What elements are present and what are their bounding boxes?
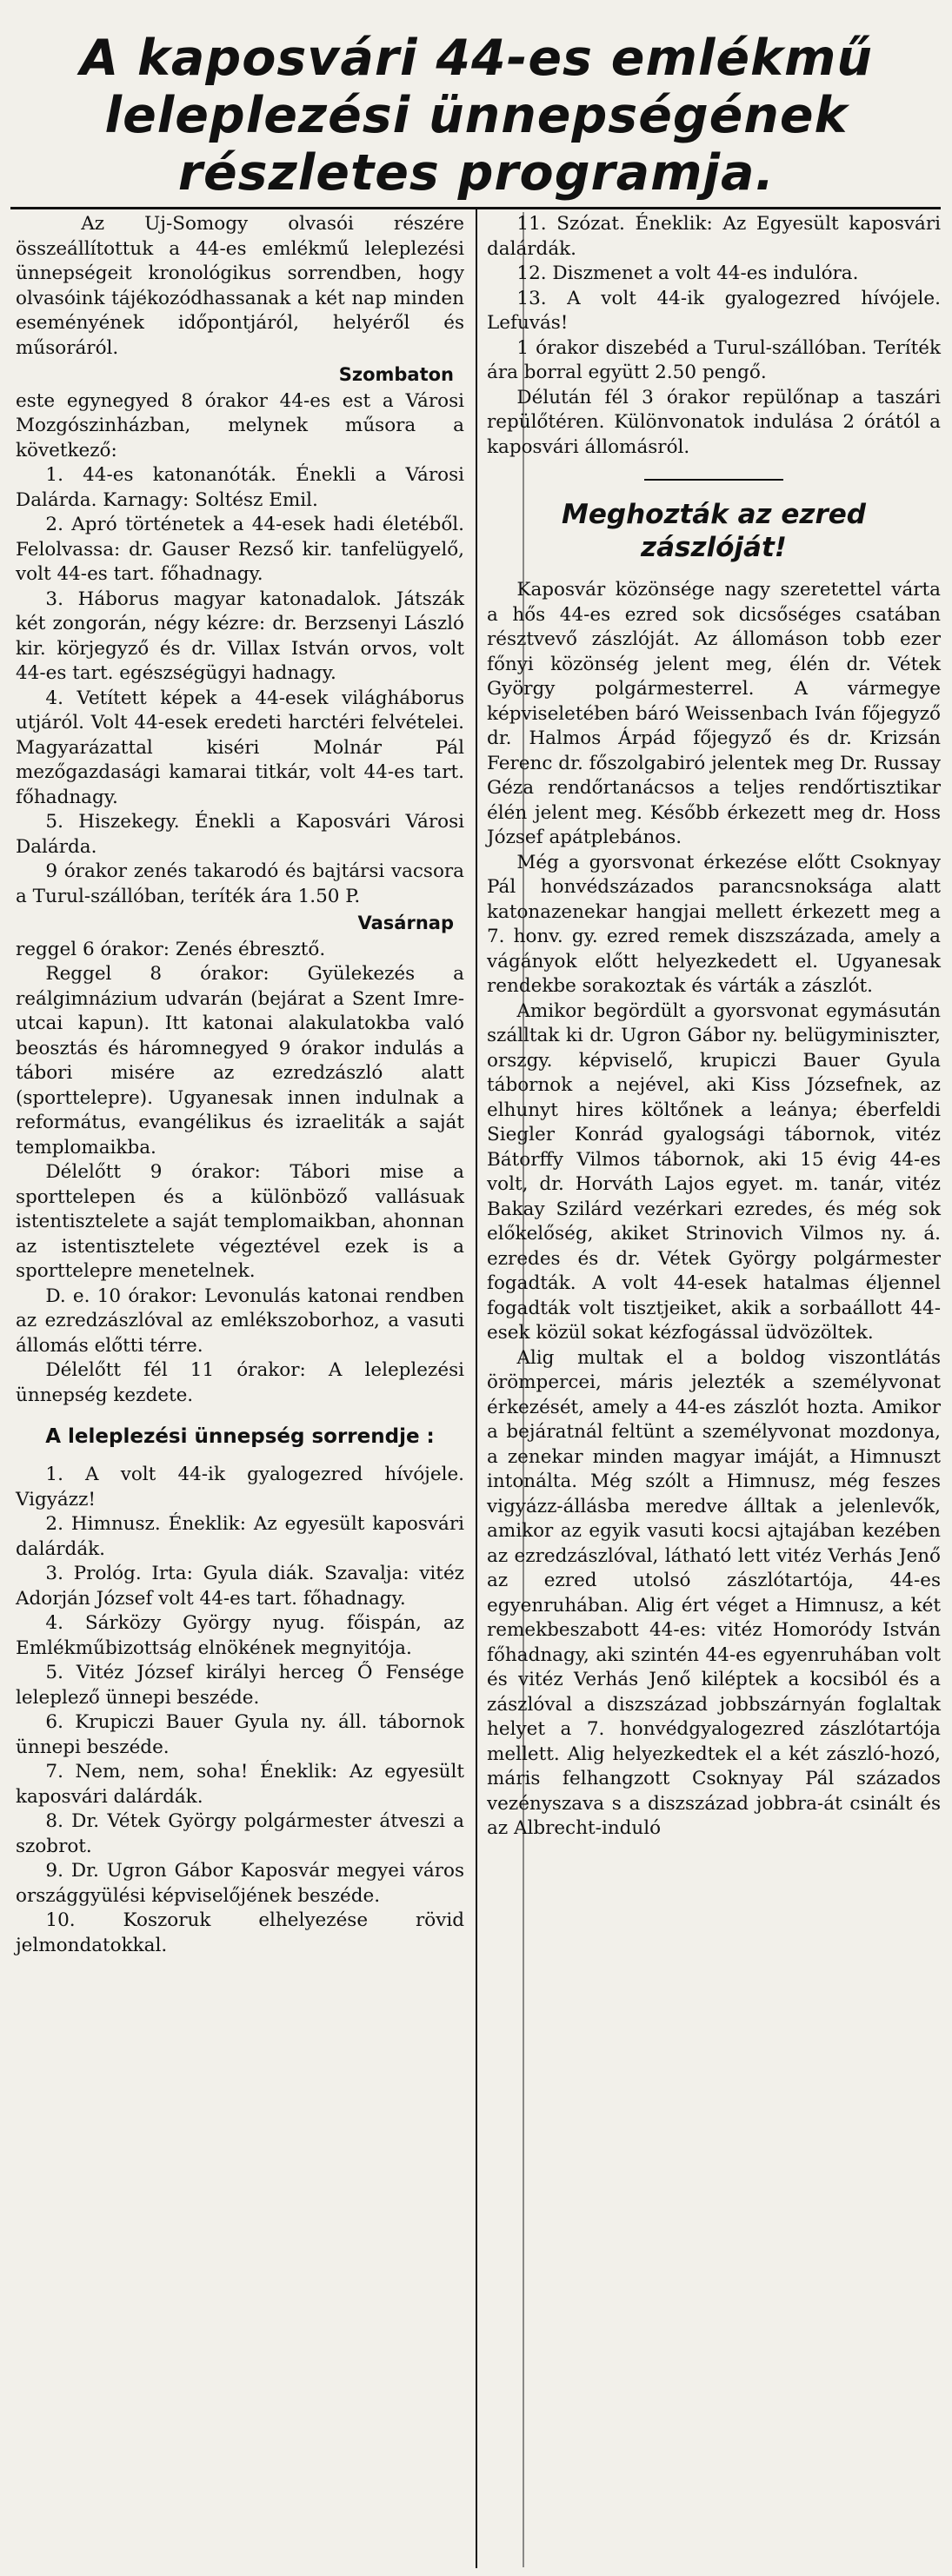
story-title: Meghozták az ezred zászlóját! [562,499,866,563]
saturday-item: 3. Háborus magyar katonadalok. Játszák két zongorán, négy kézre: dr. Berzsenyi László kir. körjegyző és dr. Villax István orvos, volt 44-es tart. egészségügyi hadnagy. [16,588,464,684]
saturday-item: 2. Apró történetek a 44-esek hadi életéből. Felolvassa: dr. Gauser Rezső kir. tanfelügyelő, volt 44-es tart. főhadnagy. [16,514,464,585]
headline: A kaposvári 44-es emlékmű leleplezési ünnepségének részletes programja. [80,30,873,202]
ceremony-item: 5. Vitéz József királyi herceg Ő Fensége leleplező ünnepi beszéde. [16,1662,464,1709]
ceremony-item: 10. Koszoruk elhelyezése rövid jelmondatokkal. [16,1909,464,1956]
right-column [487,212,941,1842]
intro-paragraph: Az Uj-Somogy olvasói részére összeállítottuk a 44-es emlékmű leleplezési ünnepségeit kronológikus sorrendben, hogy olvasóink tájékozódhassanak a két nap minden eseményének időpontjáról, helyéről és műsoráról. [16,213,464,359]
left-column [16,212,464,1958]
sunday-heading: Vasárnap [357,913,454,933]
ceremony-item: 13. A volt 44-ik gyalogezred hívójele. Lefuvás! [487,287,941,334]
section-divider [644,479,783,481]
ceremony-item: 9. Dr. Ugron Gábor Kaposvár megyei város országgyülési képviselőjének beszéde. [16,1860,464,1907]
lunch-note: 1 órakor diszebéd a Turul-szállóban. Teríték ára borral együtt 2.50 pengő. [487,336,941,383]
sunday-item: Délelőtt 9 órakor: Tábori mise a sporttelepen és a különböző vallásuak istentisztelete a saját templomaikban, ahonnan az istentisztelete végeztével ezek is a sporttelepre menetelnek. [16,1161,464,1282]
saturday-item: 4. Vetített képek a 44-esek világháborus utjáról. Volt 44-esek eredeti harctéri felvételei. Magyarázattal kiséri Molnár Pál mezőgazdasági kamarai titkár, volt 44-es tart. főhadnagy. [16,687,464,808]
ceremony-item: 4. Sárközy György nyug. főispán, az Emlékműbizottság elnökének megnyitója. [16,1612,464,1659]
sunday-item: Délelőtt fél 11 órakor: A leleplezési ünnepség kezdete. [16,1359,464,1406]
story-paragraph: Alig multak el a boldog viszontlátás örömpercei, máris jelezték a személyvonat érkezését, amely a 44-es zászlót hozta. Amikor a bejáratnál feltünt a személyvonat mozdonya, a zenekar minden magyar imáját, a Himnuszt intonálta. Még szólt a Himnusz, még feszes vigyázz-állásba meredve álltak a jelenlevők, amikor az egyik vasuti kocsi ajtajában kezében az ezredzászlóval, látható lett vitéz Verhás Jenő az ezred utolsó zászlótartója, 44-es egyenruhában. Alig ért véget a Himnusz, a két remekbeszabott 44-es: vitéz Homoródy István főhadnagy, aki szintén 44-es egyenruhában volt és vitéz Verhás Jenő kiléptek a kocsiból és a zászlóval a diszszázad jobbszárnyán foglaltak helyet a 7. honvédgyalogezred zászlótartója mellett. Alig helyezkedtek el a két zászló-hozó, máris felhangzott Csoknyay Pál százados vezényszava s a diszszázad jobbra-át csinált és az Albrecht-induló [487,1346,941,1839]
sunday-item: Reggel 8 órakor: Gyülekezés a reálgimnázium udvarán (bejárat a Szent Imre-utcai kapun). Itt katonai alakulatokba való beosztás és háromnegyed 9 órakor indulás a tábori misére az ezredzászló alatt (sporttelepre). Ugyanesak innen indulnak a református, evangélikus és izraeliták a saját templomaikba. [16,963,464,1159]
ceremony-item: 2. Himnusz. Éneklik: Az egyesült kaposvári dalárdák. [16,1513,464,1560]
story-paragraph: Még a gyorsvonat érkezése előtt Csoknyay Pál honvédszázados parancsnoksága alatt katonazenekar hangjai mellett érkezett meg a 7. honv. gy. ezred remek diszszázada, amely a vágányok előtt helyezkedett el. Ugyanesak rendekbe sorakoztak és várták a zászlót. [487,851,941,997]
ceremony-item: 11. Szózat. Éneklik: Az Egyesült kaposvári dalárdák. [487,213,941,260]
column-divider [476,209,477,2568]
sunday-item: reggel 6 órakor: Zenés ébresztő. [16,938,326,960]
story-paragraph: Amikor begördült a gyorsvonat egymásután szálltak ki dr. Ugron Gábor ny. belügyminiszter, orszgy. képviselő, krupiczi Bauer Gyula tábornok a nejével, aki Kiss Józsefnek, az elhunyt hires költőnek a leánya; éberfeldi Siegler Konrád gyalogsági tábornok, vitéz Bátorffy Vilmos tábornok, aki 15 évig 44-es volt, dr. Horváth Lajos egyet. m. tanár, vitéz Bakay Szilárd vezérkari ezredes, és még sok előkelőség, akiket Strinovich Vilmos ny. á. ezredes és dr. Vétek György polgármester fogadták. A volt 44-esek hatalmas éljennel fogadták volt tisztjeiket, akik a sorbaállott 44-esek közül sokat kézfogással üdvözöltek. [487,999,941,1344]
saturday-intro: este egynegyed 8 órakor 44-es est a Városi Mozgószinházban, melynek műsora a következő: [16,389,464,461]
airshow-note: Délután fél 3 órakor repülőnap a taszári repülőtéren. Különvonatok indulása 2 órától a kaposvári állomásról. [487,386,941,458]
saturday-item: 5. Hiszekegy. Énekli a Kaposvári Városi Dalárda. [16,811,464,858]
saturday-item: 1. 44-es katonanóták. Énekli a Városi Dalárda. Karnagy: Soltész Emil. [16,464,464,511]
saturday-heading: Szombaton [338,364,454,385]
ceremony-item: 8. Dr. Vétek György polgármester átveszi a szobrot. [16,1810,464,1857]
sunday-item: D. e. 10 órakor: Levonulás katonai rendben az ezredzászlóval az emlékszoborhoz, a vasuti állomás előtti térre. [16,1285,464,1357]
ceremony-item: 1. A volt 44-ik gyalogezred hívójele. Vigyázz! [16,1464,464,1510]
ceremony-item: 6. Krupiczi Bauer Gyula ny. áll. tábornok ünnepi beszéde. [16,1711,464,1758]
story-paragraph: Kaposvár közönsége nagy szeretettel várta a hős 44-es ezred sok dicsőséges csatában résztvevő zászlóját. Az állomáson tobb ezer főnyi közönség jelent meg, élén dr. Vétek György polgármesterrel. A vármegye képviseletében báró Weissenbach Iván főjegyző dr. Halmos Árpád főjegyző és dr. Krizsán Ferenc dr. főszolgabiró jelentek meg Dr. Russay Géza rendőrtanácsos a teljes rendőrtisztikar élén jelent meg. Később érkezett meg dr. Hoss József apátplebános. [487,579,941,848]
ceremony-item: 3. Prológ. Irta: Gyula diák. Szavalja: vitéz Adorján József volt 44-es tart. főhadnagy. [16,1563,464,1610]
ceremony-item: 12. Diszmenet a volt 44-es indulóra. [516,262,859,284]
saturday-item: 9 órakor zenés takarodó és bajtársi vacsora a Turul-szállóban, teríték ára 1.50 P. [16,860,464,907]
ceremony-heading: A leleplezési ünnepség sorrendje : [45,1425,435,1448]
ceremony-item: 7. Nem, nem, soha! Éneklik: Az egyesült kaposvári dalárdák. [16,1761,464,1808]
